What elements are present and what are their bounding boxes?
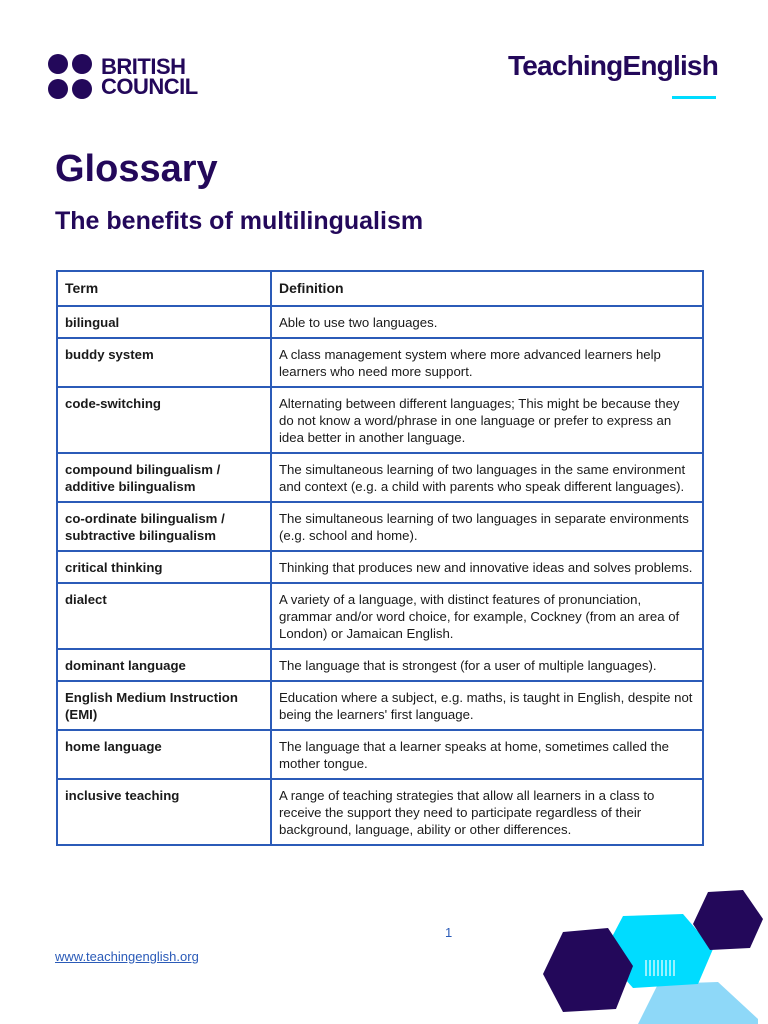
definition-cell: Able to use two languages. <box>271 306 703 338</box>
definition-cell: A variety of a language, with distinct features of pronunciation, grammar and/or word choice, for example, Cockney (from an area of London) or Jamaican English. <box>271 583 703 649</box>
definition-cell: The simultaneous learning of two languages in separate environments (e.g. school and home). <box>271 502 703 551</box>
page-subtitle: The benefits of multilingualism <box>55 207 424 235</box>
website-link[interactable]: www.teachingenglish.org <box>55 949 199 964</box>
page-title: Glossary <box>55 148 218 190</box>
table-row <box>57 338 703 387</box>
table-header-row <box>57 271 703 306</box>
definition-cell: Alternating between different languages; This might be because they do not know a word/phrase in one language or prefer to express an idea better in another language. <box>271 387 703 453</box>
page-number: 1 <box>445 925 453 940</box>
glossary-table <box>56 270 704 846</box>
table-row <box>57 306 703 338</box>
definition-header: Definition <box>271 271 703 306</box>
definition-cell: A class management system where more advanced learners help learners who need more support. <box>271 338 703 387</box>
logo-line-2: COUNCIL <box>101 73 198 99</box>
decorative-hexagons <box>518 884 768 1024</box>
definition-cell: The language that is strongest (for a user of multiple languages). <box>271 649 703 681</box>
term-cell: code-switching <box>57 387 271 453</box>
table-row <box>57 387 703 453</box>
definition-cell: The language that a learner speaks at home, sometimes called the mother tongue. <box>271 730 703 779</box>
term-cell: inclusive teaching <box>57 779 271 845</box>
table-row <box>57 779 703 845</box>
term-cell: bilingual <box>57 306 271 338</box>
table-row <box>57 551 703 583</box>
table-row <box>57 502 703 551</box>
term-cell: dominant language <box>57 649 271 681</box>
term-cell: dialect <box>57 583 271 649</box>
british-council-logo <box>48 54 198 99</box>
table-row <box>57 583 703 649</box>
term-cell: co-ordinate bilingualism / subtractive bilingualism <box>57 502 271 551</box>
term-cell: home language <box>57 730 271 779</box>
teachingenglish-wordmark: TeachingEnglish <box>508 50 718 81</box>
table-row <box>57 730 703 779</box>
term-cell: critical thinking <box>57 551 271 583</box>
british-council-dots-icon <box>48 54 93 99</box>
teachingenglish-logo <box>508 50 718 82</box>
term-cell: English Medium Instruction (EMI) <box>57 681 271 730</box>
table-row <box>57 681 703 730</box>
definition-cell: A range of teaching strategies that allow all learners in a class to receive the support they need to participate regardless of their background, language, ability or other differences. <box>271 779 703 845</box>
table-row <box>57 649 703 681</box>
definition-cell: Thinking that produces new and innovative ideas and solves problems. <box>271 551 703 583</box>
logo-line-1: BRITISH <box>101 53 186 79</box>
logo-underline <box>672 96 716 99</box>
term-cell: buddy system <box>57 338 271 387</box>
hexagon-light-blue <box>638 982 758 1024</box>
definition-cell: The simultaneous learning of two languages in the same environment and context (e.g. a child with parents who speak different languages). <box>271 453 703 502</box>
table-row <box>57 453 703 502</box>
term-cell: compound bilingualism / additive bilingualism <box>57 453 271 502</box>
definition-cell: Education where a subject, e.g. maths, is taught in English, despite not being the learners' first language. <box>271 681 703 730</box>
term-header: Term <box>57 271 271 306</box>
british-council-wordmark <box>101 53 198 99</box>
